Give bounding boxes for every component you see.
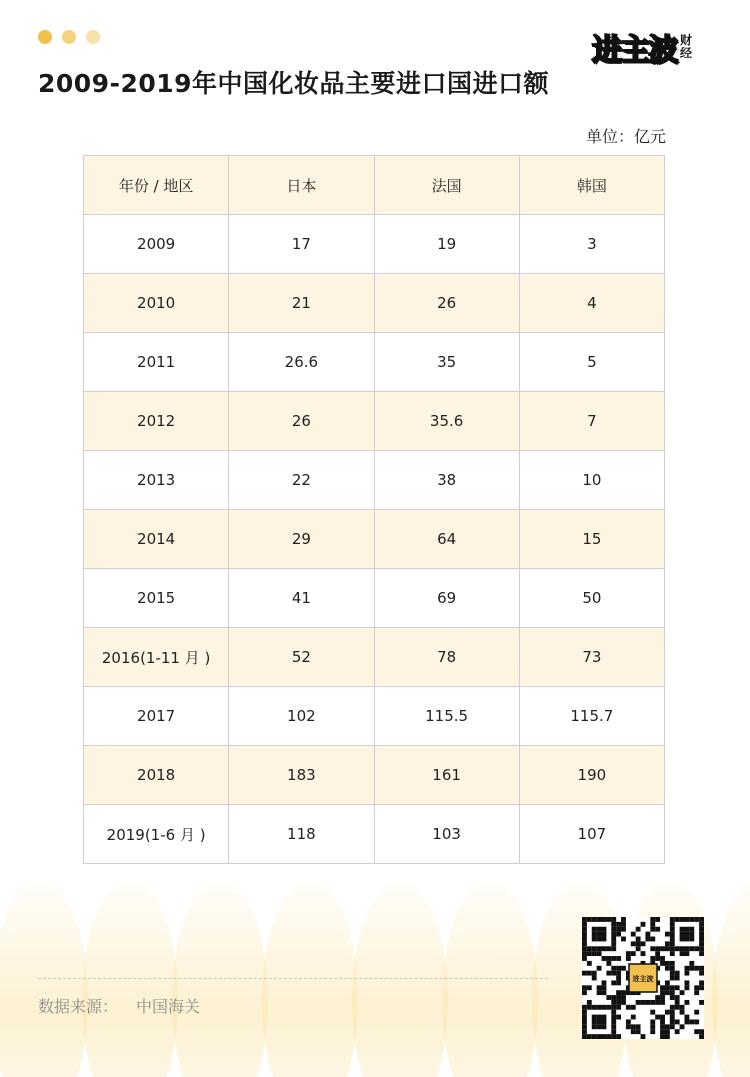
qr-logo-text: 进主波: [632, 976, 654, 983]
value-cell: 35: [374, 333, 519, 392]
year-cell: 2015: [84, 569, 229, 628]
value-cell: 10: [519, 451, 664, 510]
dot-icon: [86, 30, 100, 44]
value-cell: 29: [229, 510, 374, 569]
table-row: [84, 569, 665, 628]
table-row: [84, 392, 665, 451]
table-row: [84, 333, 665, 392]
value-cell: 4: [519, 274, 664, 333]
qr-code-icon[interactable]: [582, 917, 704, 1039]
value-cell: 103: [374, 805, 519, 864]
value-cell: 35.6: [374, 392, 519, 451]
logo-subtext: 财经: [680, 33, 693, 60]
value-cell: 115.7: [519, 687, 664, 746]
table-row: [84, 746, 665, 805]
value-cell: 78: [374, 628, 519, 687]
value-cell: 115.5: [374, 687, 519, 746]
year-cell: 2009: [84, 215, 229, 274]
year-cell: 2019(1-6 月 ): [84, 805, 229, 864]
value-cell: 161: [374, 746, 519, 805]
value-cell: 26.6: [229, 333, 374, 392]
table-row: [84, 510, 665, 569]
value-cell: 107: [519, 805, 664, 864]
value-cell: 26: [229, 392, 374, 451]
year-cell: 2012: [84, 392, 229, 451]
table-row: [84, 451, 665, 510]
unit-label: 单位：亿元: [585, 127, 666, 146]
value-cell: 17: [229, 215, 374, 274]
column-header: 年份 / 地区: [84, 156, 229, 215]
source-value: 中国海关: [136, 997, 201, 1016]
data-source: [38, 994, 200, 1017]
value-cell: 5: [519, 333, 664, 392]
table-row: [84, 805, 665, 864]
value-cell: 38: [374, 451, 519, 510]
year-cell: 2013: [84, 451, 229, 510]
value-cell: 22: [229, 451, 374, 510]
value-cell: 21: [229, 274, 374, 333]
petal-shape: [712, 880, 750, 1077]
dot-icon: [38, 30, 52, 44]
value-cell: 64: [374, 510, 519, 569]
page-title: 2009-2019年中国化妆品主要进口国进口额: [38, 69, 550, 98]
year-cell: 2010: [84, 274, 229, 333]
value-cell: 190: [519, 746, 664, 805]
brand-logo: [592, 24, 720, 70]
year-cell: 2017: [84, 687, 229, 746]
year-cell: 2014: [84, 510, 229, 569]
value-cell: 118: [229, 805, 374, 864]
column-header: 韩国: [519, 156, 664, 215]
table-row: [84, 687, 665, 746]
value-cell: 41: [229, 569, 374, 628]
table-body: [84, 215, 665, 864]
column-header: 法国: [374, 156, 519, 215]
table-header-row: [84, 156, 665, 215]
value-cell: 50: [519, 569, 664, 628]
value-cell: 73: [519, 628, 664, 687]
year-cell: 2016(1-11 月 ): [84, 628, 229, 687]
table-row: [84, 274, 665, 333]
year-cell: 2018: [84, 746, 229, 805]
source-label: 数据来源：: [38, 997, 119, 1016]
year-cell: 2011: [84, 333, 229, 392]
import-table: [83, 155, 665, 864]
logo-text: 进主波: [592, 33, 676, 68]
value-cell: 3: [519, 215, 664, 274]
window-dots: [38, 30, 100, 44]
value-cell: 15: [519, 510, 664, 569]
value-cell: 26: [374, 274, 519, 333]
table-row: [84, 628, 665, 687]
value-cell: 69: [374, 569, 519, 628]
table-row: [84, 215, 665, 274]
dot-icon: [62, 30, 76, 44]
column-header: 日本: [229, 156, 374, 215]
value-cell: 7: [519, 392, 664, 451]
value-cell: 102: [229, 687, 374, 746]
value-cell: 19: [374, 215, 519, 274]
value-cell: 183: [229, 746, 374, 805]
source-divider: [38, 978, 548, 979]
value-cell: 52: [229, 628, 374, 687]
